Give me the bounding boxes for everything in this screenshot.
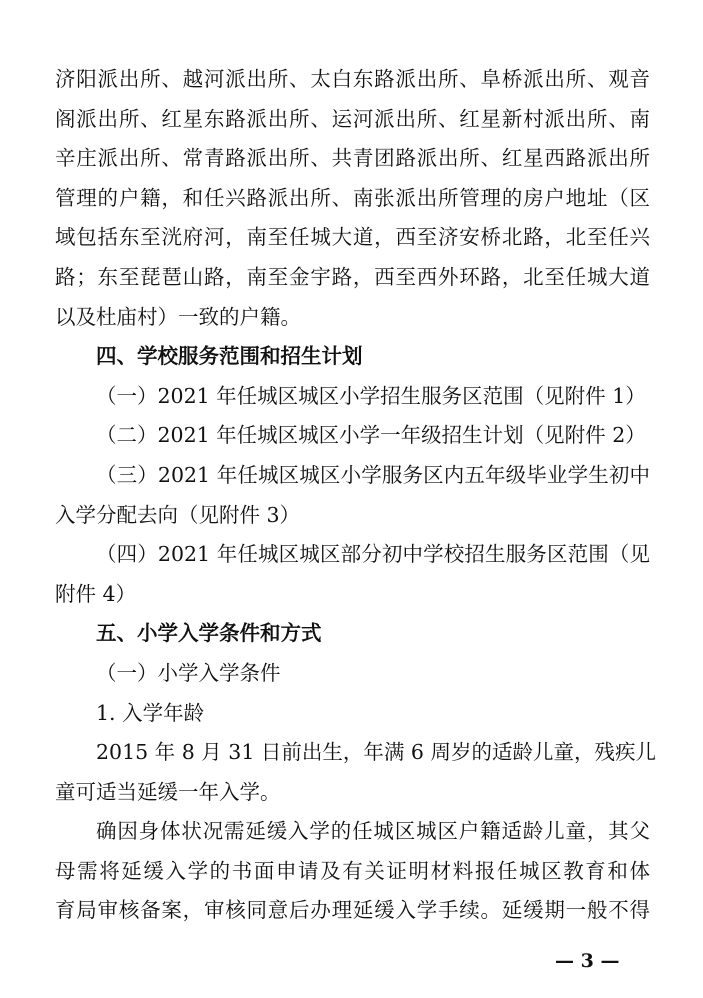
body-line: 阁派出所、红星东路派出所、运河派出所、红星新村派出所、南 [55, 106, 650, 131]
subsection-heading: （一）小学入学条件 [96, 660, 281, 685]
section-heading: 四、学校服务范围和招生计划 [96, 344, 363, 369]
item-heading: 1. 入学年龄 [96, 700, 205, 725]
body-line: 域包括东至洸府河，南至任城大道，西至济安桥北路，北至任兴 [55, 225, 650, 250]
page-number: — 3 — [555, 950, 620, 972]
body-line: 济阳派出所、越河派出所、太白东路派出所、阜桥派出所、观音 [55, 67, 650, 91]
body-line: （三）2021 年任城区城区小学服务区内五年级毕业学生初中 [96, 462, 650, 487]
body-line: 附件 4） [55, 581, 137, 606]
body-line: （二）2021 年任城区城区小学一年级招生计划（见附件 2） [96, 423, 646, 448]
body-line: 管理的户籍，和任兴路派出所、南张派出所管理的房户地址（区 [55, 185, 650, 210]
body-line: （一）2021 年任城区城区小学招生服务区范围（见附件 1） [96, 383, 646, 408]
body-line: 2015 年 8 月 31 日前出生，年满 6 周岁的适龄儿童，残疾儿 [96, 740, 656, 765]
body-line: 童可适当延缓一年入学。 [55, 779, 281, 804]
body-line: 辛庄派出所、常青路派出所、共青团路派出所、红星西路派出所 [55, 146, 650, 171]
body-line: 路；东至琵琶山路，南至金宇路，西至西外环路，北至任城大道 [55, 264, 650, 289]
body-line: 母需将延缓入学的书面申请及有关证明材料报任城区教育和体 [55, 858, 650, 883]
document-body [55, 60, 656, 931]
body-line: 以及杜庙村）一致的户籍。 [55, 304, 301, 329]
section-heading: 五、小学入学条件和方式 [96, 621, 322, 646]
body-line: 确因身体状况需延缓入学的任城区城区户籍适龄儿童，其父 [96, 819, 650, 844]
body-line: 入学分配去向（见附件 3） [55, 502, 301, 527]
body-line: （四）2021 年任城区城区部分初中学校招生服务区范围（见 [96, 542, 650, 567]
body-line: 育局审核备案，审核同意后办理延缓入学手续。延缓期一般不得 [55, 898, 650, 923]
